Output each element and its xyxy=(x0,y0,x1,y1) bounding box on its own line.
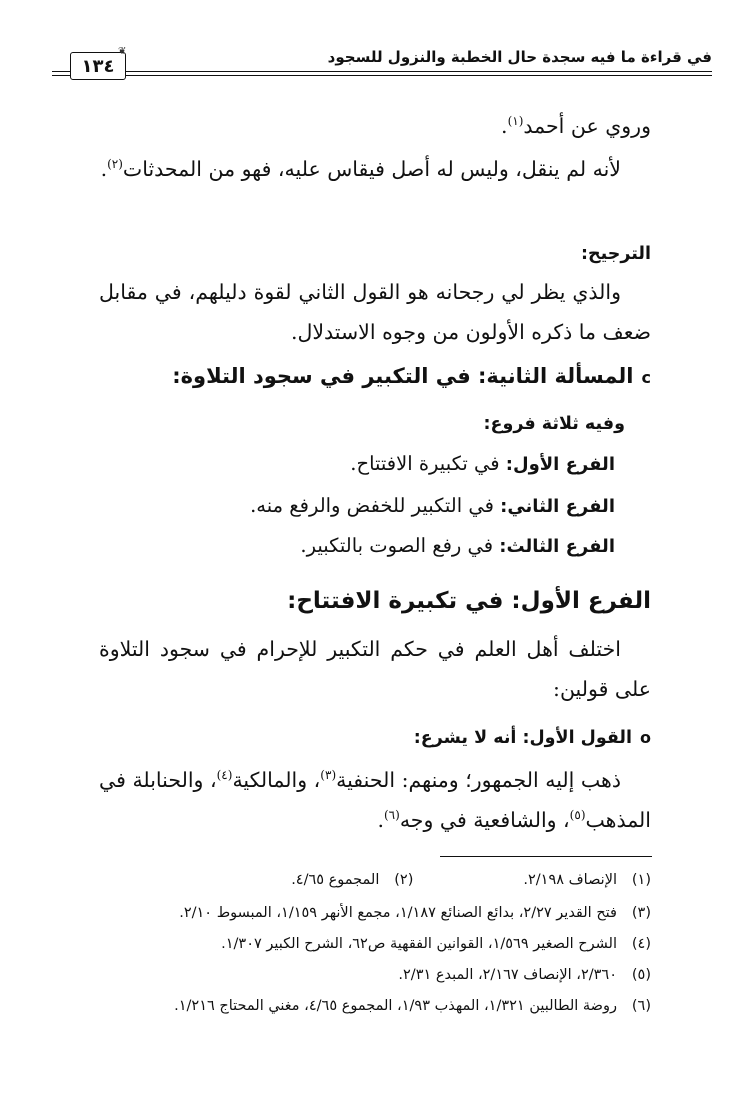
branches-intro: وفيه ثلاثة فروع: xyxy=(483,414,625,434)
footnote-6-text: روضة الطالبين ١/٣٢١، المهذب ١/٩٣، المجموع ٤/٦٥، مغني المحتاج ١/٢١٦. xyxy=(174,998,617,1014)
paragraph-5-d: ، والشافعية في وجه xyxy=(399,808,570,832)
branch-3-label: الفرع الثالث: xyxy=(499,536,615,557)
footnote-line-4 xyxy=(91,930,651,959)
branch-3-text: في رفع الصوت بالتكبير. xyxy=(300,534,494,557)
paragraph-2-end: . xyxy=(100,157,108,181)
paragraph-5-end: . xyxy=(377,808,384,832)
footnote-4-text: الشرح الصغير ١/٥٦٩، القوانين الفقهية ص٦٢، الشرح الكبير ١/٣٠٧. xyxy=(221,936,617,952)
footnote-ref-5: (٥) xyxy=(569,808,586,823)
paragraph-5-c: ، والحنابلة في المذهب xyxy=(99,768,651,832)
paragraph-3: والذي يظر لي رجحانه هو القول الثاني لقوة دليلهم، في مقابل ضعف ما ذكره الأولون من وجوه الاستدلال. xyxy=(99,280,651,344)
paragraph-5-b: ، والمالكية xyxy=(232,768,321,792)
footnote-2-number: (٢) xyxy=(394,872,414,888)
branch-1-label: الفرع الأول: xyxy=(505,454,615,475)
branch-2-label: الفرع الثاني: xyxy=(500,496,615,517)
footnote-1-number: (١) xyxy=(631,872,651,888)
header-rule xyxy=(52,71,712,72)
footnote-6-number: (٦) xyxy=(631,998,651,1014)
paragraph-5 xyxy=(99,760,651,840)
footnote-separator xyxy=(440,856,652,857)
paragraph-2-text: لأنه لم ينقل، وليس له أصل فيقاس عليه، فهو من المحدثات xyxy=(122,157,621,181)
tarjih-heading: الترجيح: xyxy=(581,244,651,264)
page-number: ١٣٤ xyxy=(70,52,126,80)
paragraph-4: اختلف أهل العلم في حكم التكبير للإحرام في سجود التلاوة على قولين: xyxy=(99,637,651,701)
branch-2-text: في التكبير للخفض والرفع منه. xyxy=(250,494,494,517)
issue-heading-text: المسألة الثانية: في التكبير في سجود التلاوة: xyxy=(172,364,634,388)
branch-item-2 xyxy=(250,494,615,517)
footnote-ref-6: (٦) xyxy=(383,808,400,823)
branch-1-heading: الفرع الأول: في تكبيرة الافتتاح: xyxy=(287,588,651,614)
paragraph-1-end: . xyxy=(501,114,508,138)
footnote-line-6 xyxy=(91,992,651,1021)
footnote-3-text: فتح القدير ٢/٢٧، بدائع الصنائع ١/١٨٧، مجمع الأنهر ١/١٥٩، المبسوط ٢/١٠. xyxy=(179,905,617,921)
paragraph-1-text: وروي عن أحمد xyxy=(523,114,651,138)
footnote-5-number: (٥) xyxy=(631,967,651,983)
paragraph-1 xyxy=(99,106,651,146)
issue-marker-icon: c xyxy=(641,368,651,387)
branch-item-3 xyxy=(300,534,615,557)
running-title: في قراءة ما فيه سجدة حال الخطبة والنزول للسجود xyxy=(320,48,712,66)
header-rule-thin xyxy=(52,75,712,76)
footnote-5-text: ٢/٣٦٠، الإنصاف ٢/١٦٧، المبدع ٢/٣١. xyxy=(398,967,617,983)
footnote-1-text: الإنصاف ٢/١٩٨. xyxy=(523,872,617,888)
ornament-icon: ❦ xyxy=(118,46,127,57)
footnote-ref-4: (٤) xyxy=(216,768,233,783)
opinion-1-heading-text: القول الأول: أنه لا يشرع: xyxy=(413,728,632,748)
page-header xyxy=(52,42,712,82)
paragraph-2 xyxy=(99,149,651,189)
issue-heading xyxy=(172,364,651,388)
footnote-ref-3: (٣) xyxy=(320,768,337,783)
footnote-2-text: المجموع ٤/٦٥. xyxy=(291,872,380,888)
footnote-line-3 xyxy=(91,899,651,928)
opinion-marker-icon: o xyxy=(640,728,651,747)
opinion-1-heading xyxy=(414,728,651,748)
branch-1-text: في تكبيرة الافتتاح. xyxy=(350,452,500,475)
footnote-3-number: (٣) xyxy=(631,905,651,921)
footnote-4-number: (٤) xyxy=(631,936,651,952)
footnote-ref-1: (١) xyxy=(507,114,524,129)
branch-item-1 xyxy=(350,452,615,475)
footnote-line-1 xyxy=(91,866,651,895)
footnote-line-5 xyxy=(91,961,651,990)
paragraph-5-a: ذهب إليه الجمهور؛ ومنهم: الحنفية xyxy=(336,768,621,792)
footnote-ref-2: (٢) xyxy=(107,157,123,172)
